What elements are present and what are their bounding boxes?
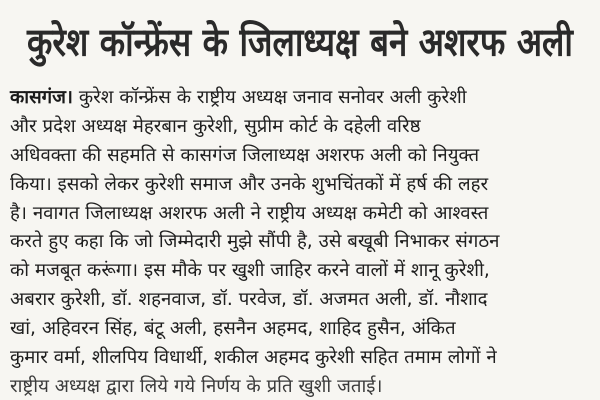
article-body — [10, 84, 592, 400]
body-line: कुमार वर्मा, शीलपिय विधार्थी, शकील अहमद कुरेशी सहित तमाम लोगों ने — [10, 347, 497, 369]
body-line: राष्ट्रीय अध्यक्ष द्वारा लिये गये निर्णय के प्रति खुशी जताई। — [10, 375, 383, 397]
body-line — [10, 84, 592, 113]
body-line: अबरार कुरेशी, डॉ. शहनवाज, डॉ. परवेज, डॉ. अजमत अली, डॉ. नौशाद — [10, 289, 488, 311]
headline-area — [0, 0, 600, 80]
body-line: को मजबूत करूंगा। इस मौके पर खुशी जाहिर करने वालों में शानू कुरेशी, — [10, 260, 490, 282]
dateline: कासगंज। — [10, 87, 73, 108]
article-headline: कुरेश कॉन्फ्रेंस के जिलाध्यक्ष बने अशरफ अली — [27, 18, 573, 65]
body-line: अधिवक्ता की सहमति से कासगंज जिलाध्यक्ष अशरफ अली को नियुक्त — [10, 144, 480, 166]
body-line: करते हुए कहा कि जो जिम्मेदारी मुझे सौंपी है, उसे बखूबी निभाकर संगठन — [10, 231, 500, 253]
body-line: और प्रदेश अध्यक्ष मेहरबान कुरेशी, सुप्रीम कोर्ट के दहेली वरिष्ठ — [10, 115, 421, 137]
body-line: खां, अहिवरन सिंह, बंटू अली, हसनैन अहमद, शाहिद हुसैन, अंकित — [10, 318, 456, 340]
body-line: है। नवागत जिलाध्यक्ष अशरफ अली ने राष्ट्रीय अध्यक्ष कमेटी को आश्वस्त — [10, 202, 489, 224]
body-line-text: कुरेश कॉन्फ्रेंस के राष्ट्रीय अध्यक्ष जनाव सनोवर अली कुरेशी — [72, 87, 467, 108]
body-line: किया। इसको लेकर कुरेशी समाज और उनके शुभचिंतकों में हर्ष की लहर — [10, 173, 489, 195]
